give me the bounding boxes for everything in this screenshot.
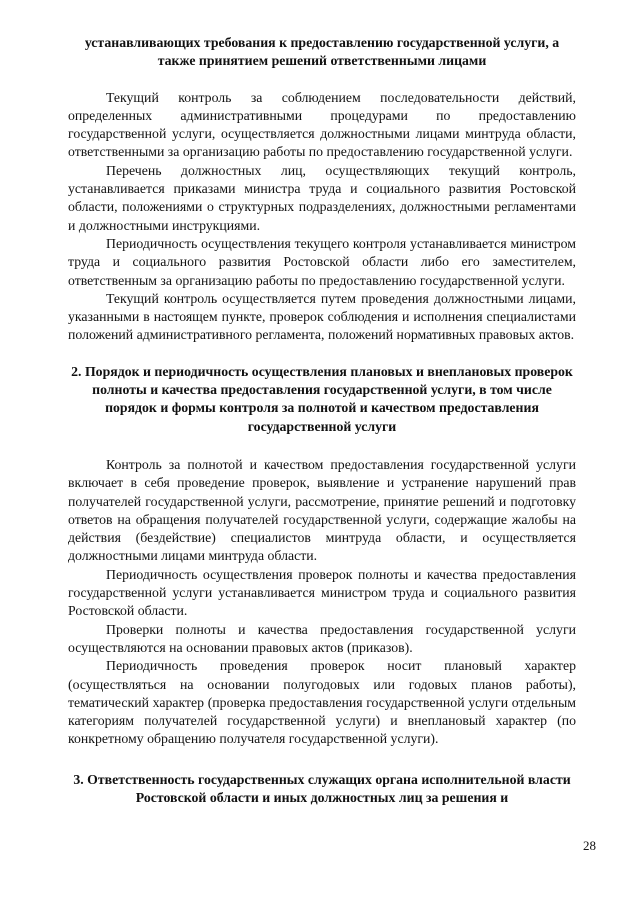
paragraph: Периодичность осуществления проверок полноты и качества предоставления государственной услуги устанавливается министром труда и социального развития Ростовской области.	[68, 566, 576, 619]
paragraph: Перечень должностных лиц, осуществляющих текущий контроль, устанавливается приказами министра труда и социального развития Ростовской области, положениями о структурных подразделениях, должностными регламентами и должностными инструкциями.	[68, 162, 576, 233]
page-number: 28	[583, 838, 596, 853]
paragraph: Периодичность проведения проверок носит плановый характер (осуществляться на основании полугодовых или годовых планов работы), тематический характер (проверка предоставления государственной услуги отдельным категориям получателей государственной услуги) и внеплановый характер (по конкретному обращению получателя государственной услуги).	[68, 658, 576, 747]
paragraph: Периодичность осуществления текущего контроля устанавливается министром труда и социального развития Ростовской области либо его заместителем, ответственным за организацию работы по предоставлению государственной услуги.	[68, 235, 576, 288]
section2-body	[68, 456, 576, 749]
heading-section-3: 3. Ответственность государственных служащих органа исполнительной власти Ростовской области и иных должностных лиц за решения и	[73, 771, 571, 805]
heading-top: устанавливающих требования к предоставлению государственной услуги, а также принятием решений ответственными лицами	[84, 35, 560, 69]
paragraph: Текущий контроль за соблюдением последовательности действий, определенных административными процедурами по предоставлению государственной услуги, осуществляется должностными лицами минтруда области, ответственными за организацию работы по предоставлению государственной услуги.	[68, 89, 576, 160]
paragraph: Контроль за полнотой и качеством предоставления государственной услуги включает в себя проведение проверок, выявление и устранение нарушений прав получателей государственной услуги, рассмотрение, принятие решений и подготовку ответов на обращения получателей государственной услуги, содержащие жалобы на действия (бездействие) специалистов минтруда области, и осуществляется должностными лицами минтруда области.	[68, 456, 576, 564]
section1-body	[68, 89, 576, 345]
document-page	[68, 34, 576, 807]
heading-section-2: 2. Порядок и периодичность осуществления плановых и внеплановых проверок полноты и качества предоставления государственной услуги, в том числе порядок и формы контроля за полнотой и качеством предоставления государственной услуги	[71, 363, 573, 434]
paragraph: Текущий контроль осуществляется путем проведения должностными лицами, указанными в настоящем пункте, проверок соблюдения и исполнения специалистами положений административного регламента, положений нормативных правовых актов.	[68, 290, 576, 343]
paragraph: Проверки полноты и качества предоставления государственной услуги осуществляются на основании правовых актов (приказов).	[68, 621, 576, 655]
